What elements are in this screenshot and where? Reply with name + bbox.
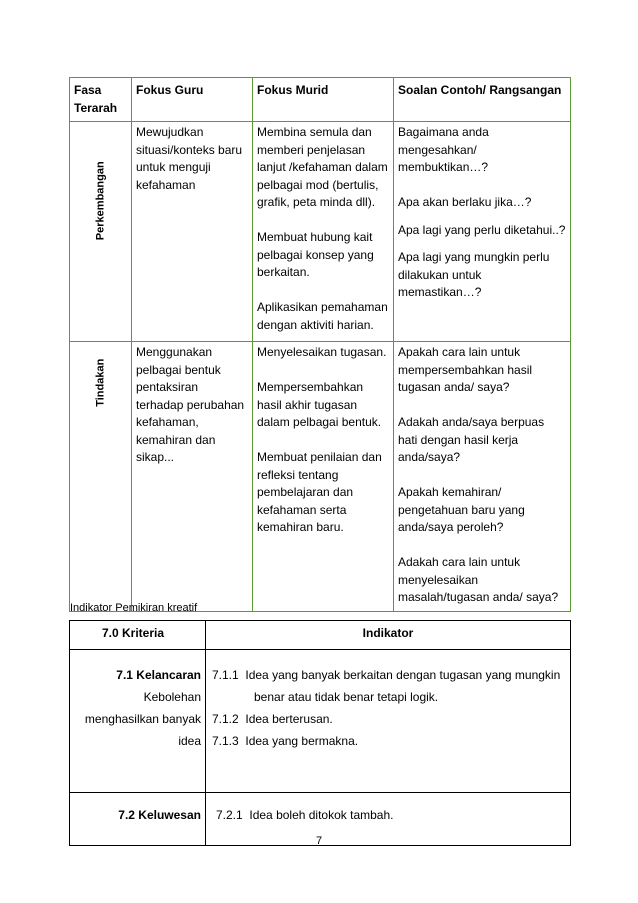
soalan-text: Bagaimana anda mengesahkan/ membuktikan…?	[398, 125, 489, 174]
phase-label-perkembangan: Perkembangan	[93, 161, 106, 241]
murid-cell	[253, 122, 394, 342]
soalan-text: Apakah kemahiran/ pengetahuan baru yang anda/saya peroleh?	[398, 485, 525, 534]
phase-label-tindakan: Tindakan	[93, 358, 106, 407]
murid-cell	[253, 342, 394, 612]
header-kriteria: 7.0 Kriteria	[70, 621, 206, 650]
guru-cell	[132, 342, 253, 612]
murid-text: Membina semula dan memberi penjelasan lanjut /kefahaman dalam pelbagai mod (bertulis, grafik, peta minda dll).	[257, 125, 388, 209]
row-perkembangan	[70, 122, 571, 342]
murid-text: Mempersembahkan hasil akhir tugasan dalam pelbagai bentuk.	[257, 380, 382, 429]
indikator-header	[70, 621, 571, 650]
indikator-item: 7.1.1 Idea yang banyak berkaitan dengan tugasan yang mungkin	[212, 668, 561, 682]
fasa-table-header	[70, 78, 571, 122]
murid-text: Membuat hubung kait pelbagai konsep yang berkaitan.	[257, 230, 374, 279]
kriteria-cell	[70, 650, 206, 793]
kriteria-title: 7.2 Keluwesan	[118, 808, 201, 822]
kriteria-line: Kebolehan	[143, 690, 201, 704]
header-soalan: Soalan Contoh/ Rangsangan	[394, 78, 571, 122]
indikator-item-cont: benar atau tidak benar tetapi logik.	[254, 690, 439, 704]
soalan-cell	[394, 342, 571, 612]
header-fokus-murid: Fokus Murid	[253, 78, 394, 122]
indikator-cell	[206, 650, 571, 793]
kriteria-line: menghasilkan banyak	[84, 712, 201, 726]
row-kelancaran	[70, 650, 571, 793]
guru-text: Menggunakan pelbagai bentuk pentaksiran terhadap perubahan kefahaman, kemahiran dan sikap...	[136, 345, 245, 464]
murid-text: Membuat penilaian dan refleksi tentang pembelajaran dan kefahaman serta kemahiran baru.	[257, 450, 382, 534]
indikator-item: 7.1.3 Idea yang bermakna.	[212, 734, 359, 748]
soalan-text: Adakah cara lain untuk menyelesaikan masalah/tugasan anda/ saya?	[398, 555, 559, 604]
indikator-item: 7.1.2 Idea berterusan.	[212, 712, 333, 726]
fasa-table	[69, 77, 571, 612]
soalan-cell	[394, 122, 571, 342]
soalan-text: Apa akan berlaku jika…?	[398, 195, 532, 209]
table-caption: Indikator Pemikiran kreatif	[70, 602, 198, 614]
header-fokus-guru: Fokus Guru	[132, 78, 253, 122]
murid-text: Aplikasikan pemahaman dengan aktiviti harian.	[257, 300, 388, 332]
phase-cell	[70, 342, 132, 612]
soalan-text: Apa lagi yang perlu diketahui..?	[398, 222, 566, 237]
row-tindakan	[70, 342, 571, 612]
header-fasa: Fasa Terarah	[70, 78, 132, 122]
soalan-text: Apa lagi yang mungkin perlu dilakukan untuk memastikan…?	[398, 250, 550, 299]
indikator-item: 7.2.1 Idea boleh ditokok tambah.	[216, 808, 394, 822]
kriteria-title: 7.1 Kelancaran	[116, 668, 201, 682]
guru-text: Mewujudkan situasi/konteks baru untuk menguji kefahaman	[136, 125, 243, 192]
soalan-text: Apakah cara lain untuk mempersembahkan hasil tugasan anda/ saya?	[398, 345, 533, 394]
kriteria-line: idea	[178, 734, 201, 748]
indikator-table	[69, 620, 571, 846]
page-number: 7	[315, 835, 323, 847]
soalan-text: Adakah anda/saya berpuas hati dengan hasil kerja anda/saya?	[398, 415, 545, 464]
guru-cell	[132, 122, 253, 342]
phase-cell	[70, 122, 132, 342]
header-indikator: Indikator	[206, 621, 571, 650]
murid-text: Menyelesaikan tugasan.	[257, 345, 387, 359]
